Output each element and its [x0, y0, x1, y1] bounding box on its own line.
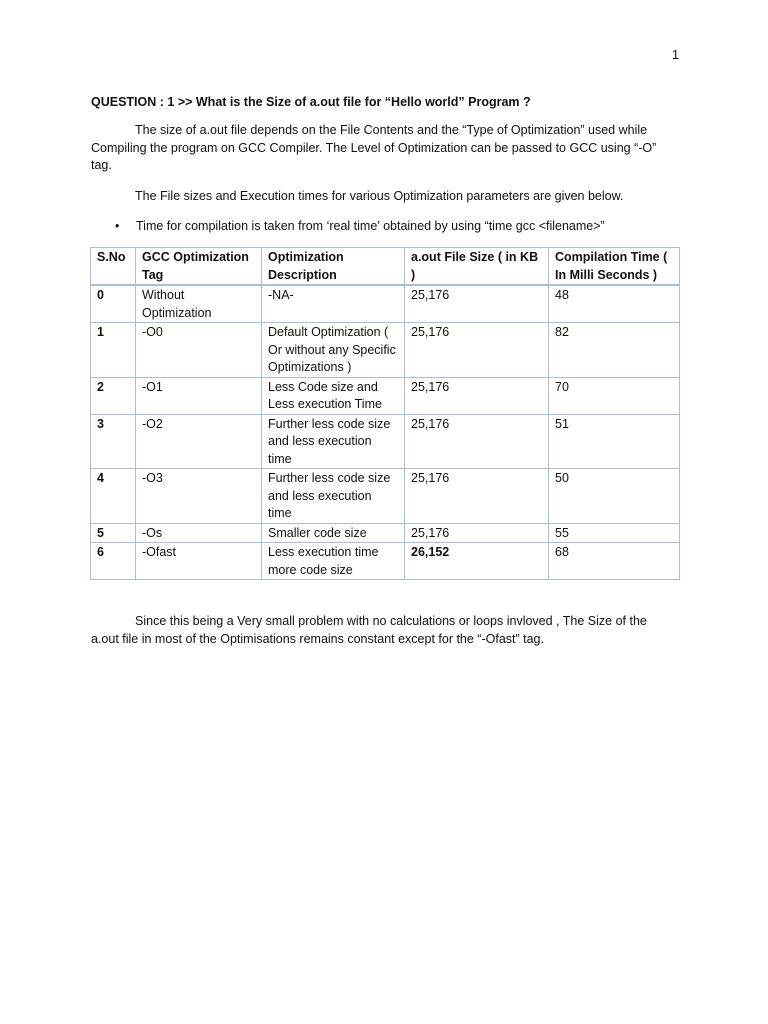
bullet-note	[115, 218, 675, 236]
cell-description: Less Code size and Less execution Time	[262, 377, 405, 414]
bullet-note-text: Time for compilation is taken from ‘real time’ obtained by using “time gcc <filename>”	[136, 219, 605, 233]
cell-file-size: 25,176	[405, 323, 549, 378]
cell-description: Smaller code size	[262, 523, 405, 543]
table-row	[91, 285, 680, 323]
header-file-size: a.out File Size ( in KB )	[405, 248, 549, 286]
cell-compilation-time: 70	[549, 377, 680, 414]
cell-file-size: 25,176	[405, 414, 549, 469]
cell-description: Further less code size and less execution time	[262, 414, 405, 469]
cell-gcc-tag: -Ofast	[136, 543, 262, 580]
cell-sno: 3	[91, 414, 136, 469]
cell-description: Less execution time more code size	[262, 543, 405, 580]
cell-description: Default Optimization ( Or without any Specific Optimizations )	[262, 323, 405, 378]
intro-paragraph-text: The size of a.out file depends on the File Contents and the “Type of Optimization” used while Compiling the program on GCC Compiler. The Level of Optimization can be passed to GCC using “-O” tag.	[91, 123, 657, 172]
header-description: Optimization Description	[262, 248, 405, 286]
conclusion-paragraph	[91, 613, 671, 648]
cell-file-size: 25,176	[405, 377, 549, 414]
intro-paragraph	[91, 122, 671, 175]
cell-gcc-tag: -O1	[136, 377, 262, 414]
cell-compilation-time: 51	[549, 414, 680, 469]
table-row	[91, 323, 680, 378]
table-row	[91, 469, 680, 524]
cell-compilation-time: 82	[549, 323, 680, 378]
cell-description: Further less code size and less execution time	[262, 469, 405, 524]
cell-compilation-time: 50	[549, 469, 680, 524]
page-number: 1	[672, 48, 679, 62]
cell-description: -NA-	[262, 285, 405, 323]
cell-gcc-tag: -O3	[136, 469, 262, 524]
header-sno: S.No	[91, 248, 136, 286]
question-heading: QUESTION : 1 >> What is the Size of a.out file for “Hello world” Program ?	[91, 95, 531, 109]
table-row	[91, 543, 680, 580]
cell-file-size: 26,152	[405, 543, 549, 580]
cell-gcc-tag: -Os	[136, 523, 262, 543]
table-intro-paragraph	[91, 188, 681, 206]
cell-sno: 2	[91, 377, 136, 414]
cell-gcc-tag: Without Optimization	[136, 285, 262, 323]
cell-compilation-time: 48	[549, 285, 680, 323]
cell-compilation-time: 68	[549, 543, 680, 580]
bullet-dot: •	[115, 219, 120, 233]
header-compilation-time: Compilation Time ( In Milli Seconds )	[549, 248, 680, 286]
cell-file-size: 25,176	[405, 469, 549, 524]
cell-sno: 0	[91, 285, 136, 323]
cell-sno: 4	[91, 469, 136, 524]
cell-gcc-tag: -O2	[136, 414, 262, 469]
header-gcc-tag: GCC Optimization Tag	[136, 248, 262, 286]
table-row	[91, 523, 680, 543]
cell-gcc-tag: -O0	[136, 323, 262, 378]
cell-file-size: 25,176	[405, 285, 549, 323]
table-intro-paragraph-text: The File sizes and Execution times for various Optimization parameters are given below.	[135, 189, 624, 203]
cell-compilation-time: 55	[549, 523, 680, 543]
table-row	[91, 414, 680, 469]
cell-file-size: 25,176	[405, 523, 549, 543]
table-header-row	[91, 248, 680, 286]
cell-sno: 6	[91, 543, 136, 580]
cell-sno: 5	[91, 523, 136, 543]
optimization-table	[90, 247, 680, 580]
table-row	[91, 377, 680, 414]
cell-sno: 1	[91, 323, 136, 378]
conclusion-paragraph-text: Since this being a Very small problem with no calculations or loops invloved , The Size of the a.out file in most of the Optimisations remains constant except for the “-Ofast” tag.	[91, 614, 647, 646]
